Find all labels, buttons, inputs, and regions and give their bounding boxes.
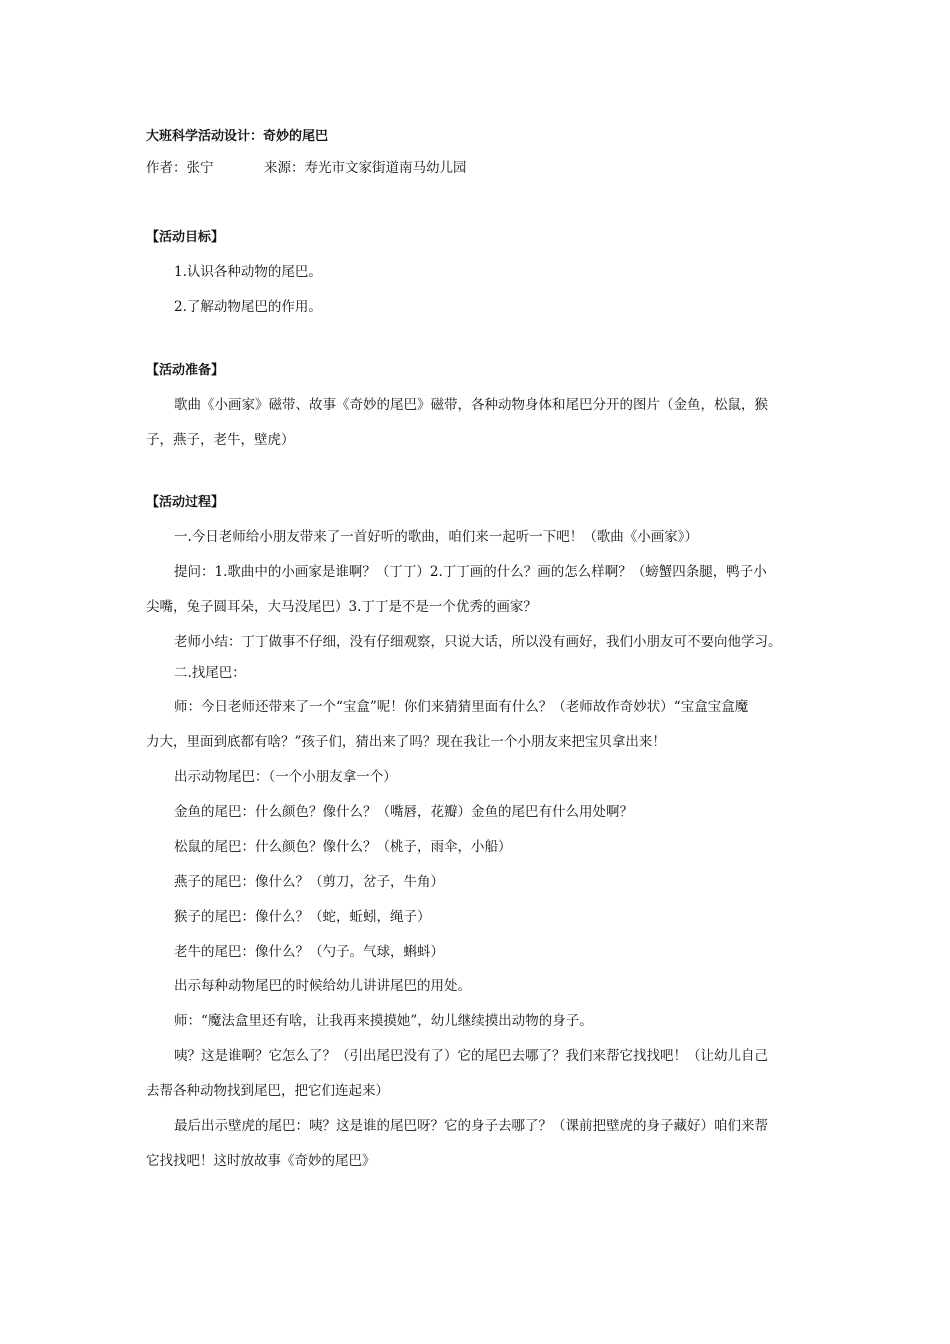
process-line: 老师小结：丁丁做事不仔细，没有仔细观察，只说大话，所以没有画好，我们小朋友可不要向他学习。 xyxy=(174,634,782,650)
process-line: 咦？这是谁啊？它怎么了？（引出尾巴没有了）它的尾巴去哪了？我们来帮它找找吧！（让幼儿自己 xyxy=(174,1048,768,1064)
goals-heading: 【活动目标】 xyxy=(146,230,225,245)
process-line: 一.今日老师给小朋友带来了一首好听的歌曲，咱们来一起听一下吧！（歌曲《小画家》） xyxy=(174,529,699,545)
process-line: 师：“魔法盒里还有啥，让我再来摸摸她”，幼儿继续摸出动物的身子。 xyxy=(174,1013,593,1029)
document-page xyxy=(146,0,818,1344)
source-text: 来源：寿光市文家街道南马幼儿园 xyxy=(264,160,467,176)
process-line: 提问：1.歌曲中的小画家是谁啊？（丁丁）2.丁丁画的什么？画的怎么样啊？（螃蟹四条腿，鸭子小 xyxy=(174,564,767,580)
goal-item: 1.认识各种动物的尾巴。 xyxy=(174,264,322,280)
prep-line: 歌曲《小画家》磁带、故事《奇妙的尾巴》磁带，各种动物身体和尾巴分开的图片（金鱼，松鼠，猴 xyxy=(174,397,768,413)
process-line: 燕子的尾巴：像什么？（剪刀，岔子，牛角） xyxy=(174,874,444,890)
prep-line: 子，燕子，老牛，壁虎） xyxy=(146,432,295,448)
author-text: 作者：张宁 xyxy=(146,160,214,176)
process-line: 最后出示壁虎的尾巴：咦？这是谁的尾巴呀？它的身子去哪了？（课前把壁虎的身子藏好）咱们来帮 xyxy=(174,1118,768,1134)
prep-heading: 【活动准备】 xyxy=(146,363,225,378)
process-line: 金鱼的尾巴：什么颜色？像什么？（嘴唇，花瓣）金鱼的尾巴有什么用处啊？ xyxy=(174,804,633,820)
process-line: 它找找吧！这时放故事《奇妙的尾巴》 xyxy=(146,1153,376,1169)
process-line: 尖嘴，兔子圆耳朵，大马没尾巴）3.丁丁是不是一个优秀的画家？ xyxy=(146,599,537,615)
process-line: 猴子的尾巴：像什么？（蛇，蚯蚓，绳子） xyxy=(174,909,431,925)
process-line: 老牛的尾巴：像什么？（勺子。气球，蝌蚪） xyxy=(174,944,444,960)
process-line: 出示每种动物尾巴的时候给幼儿讲讲尾巴的用处。 xyxy=(174,978,471,994)
process-line: 出示动物尾巴：（一个小朋友拿一个） xyxy=(174,769,397,785)
meta-line xyxy=(146,159,646,177)
process-line: 力大，里面到底都有啥？”孩子们，猜出来了吗？现在我让一个小朋友来把宝贝拿出来！ xyxy=(146,734,666,750)
goal-item: 2.了解动物尾巴的作用。 xyxy=(174,299,322,315)
process-line: 松鼠的尾巴：什么颜色？像什么？（桃子，雨伞，小船） xyxy=(174,839,512,855)
process-line: 师：今日老师还带来了一个“宝盒”呢！你们来猜猜里面有什么？（老师故作奇妙状）“宝盒宝盒魔 xyxy=(174,699,749,715)
document-title: 大班科学活动设计：奇妙的尾巴 xyxy=(146,129,329,144)
process-line: 去帮各种动物找到尾巴，把它们连起来） xyxy=(146,1083,389,1099)
process-heading: 【活动过程】 xyxy=(146,495,225,510)
process-line: 二.找尾巴： xyxy=(174,665,246,681)
